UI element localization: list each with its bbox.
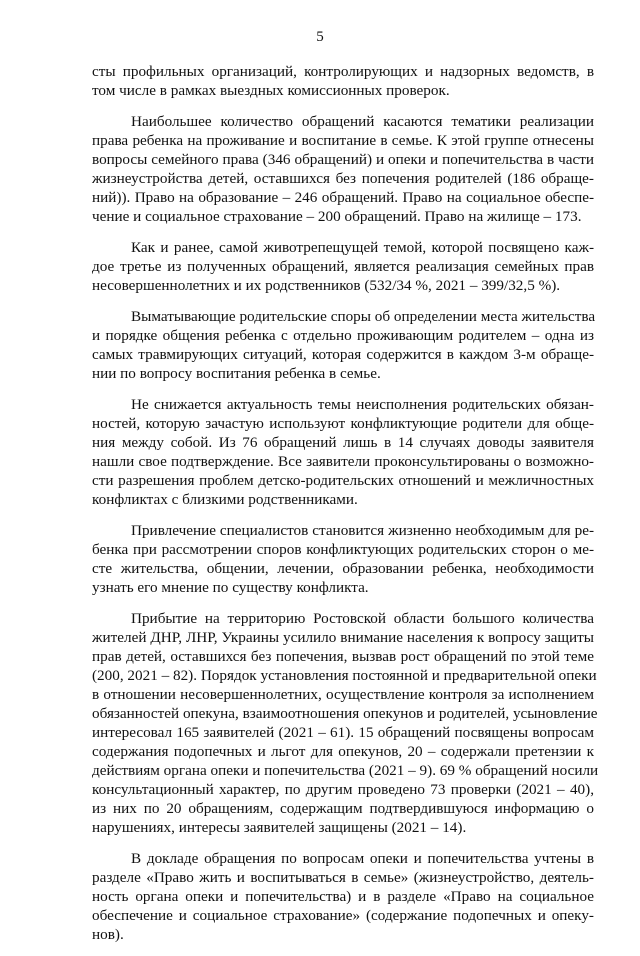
text-line: Не снижается актуальность темы неисполнения родительских обязан- <box>131 396 594 413</box>
text-line: нов). <box>92 926 124 943</box>
text-line: ность органа опеки и попечительства) и в разделе «Право на социальное <box>92 888 594 905</box>
paragraph <box>92 395 594 509</box>
text-line: дое третье из полученных обращений, является реализация семейных прав <box>92 258 594 275</box>
text-line: и порядке общения ребенка с отдельно проживающим родителем – одна из <box>92 327 594 344</box>
body-text <box>92 62 599 956</box>
text-line: обязанностей опекуна, взаимоотношения опекунов и родителей, усыновление <box>92 705 598 722</box>
text-line: интересовал 165 заявителей (2021 – 61). 15 обращений посвящены вопросам <box>92 724 594 741</box>
text-line: вопросы семейного права (346 обращений) и опеки и попечительства в части <box>92 151 594 168</box>
text-line: жителей ДНР, ЛНР, Украины усилило внимание населения к вопросу защиты <box>92 629 594 646</box>
paragraph <box>92 238 594 295</box>
text-line: содержания подопечных и льгот для опекунов, 20 – содержали претензии к <box>92 743 594 760</box>
text-line: том числе в рамках выездных комиссионных проверок. <box>92 82 450 99</box>
text-line: обеспечение и социальное страхование» (содержание подопечных и опеку- <box>92 907 594 924</box>
text-line: В докладе обращения по вопросам опеки и попечительства учтены в <box>131 850 594 867</box>
paragraph <box>92 609 599 837</box>
text-line: в отношении несовершеннолетних, осуществление контроля за исполнением <box>92 686 594 703</box>
text-line: узнать его мнение по существу конфликта. <box>92 579 369 596</box>
text-line: права ребенка на проживание и воспитание в семье. К этой группе отнесены <box>92 132 594 149</box>
paragraph <box>92 849 594 944</box>
text-line: нарушениях, интересы заявителей защищены (2021 – 14). <box>92 819 467 836</box>
text-line: сте жительства, общении, лечении, образовании ребенка, необходимости <box>92 560 594 577</box>
text-line: Прибытие на территорию Ростовской области большого количества <box>131 610 594 627</box>
text-line: бенка при рассмотрении споров конфликтующих родительских сторон о ме- <box>92 541 594 558</box>
text-line: самых травмирующих ситуаций, которая содержится в каждом 3-м обраще- <box>92 346 594 363</box>
text-line: Как и ранее, самой животрепещущей темой, которой посвящено каж- <box>131 239 594 256</box>
page-number: 5 <box>316 29 324 45</box>
text-line: нашли свое подтверждение. Все заявители проконсультированы о возможно- <box>92 453 594 470</box>
text-line: несовершеннолетних и их родственников (532/34 %, 2021 – 399/32,5 %). <box>92 277 561 294</box>
paragraph <box>92 112 594 226</box>
text-line: сти разрешения проблем детско-родительских отношений и межличностных <box>92 472 594 489</box>
paragraph <box>92 307 594 383</box>
text-line: Привлечение специалистов становится жизненно необходимым для ре- <box>131 522 594 539</box>
text-line: нии по вопросу воспитания ребенка в семье. <box>92 365 381 382</box>
text-line: разделе «Право жить и воспитываться в семье» (жизнеустройство, деятель- <box>92 869 594 886</box>
text-line: прав детей, оставшихся без попечения, вызвав рост обращений по этой теме <box>92 648 594 665</box>
text-line: конфликтах с близкими родственниками. <box>92 491 358 508</box>
text-line: ния между собой. Из 76 обращений лишь в 14 случаях доводы заявителя <box>92 434 594 451</box>
text-line: (200, 2021 – 82). Порядок установления постоянной и предварительной опеки <box>92 667 597 684</box>
text-line: консультационный характер, по другим проведено 73 проверки (2021 – 40), <box>92 781 594 798</box>
text-line: из них по 20 обращениям, содержащим подтвердившуюся информацию о <box>92 800 594 817</box>
paragraph <box>92 521 594 597</box>
text-line: Наибольшее количество обращений касаются тематики реализации <box>131 113 594 130</box>
text-line: ностей, которую зачастую используют конфликтующие родители для обще- <box>92 415 594 432</box>
text-line: сты профильных организаций, контролирующих и надзорных ведомств, в <box>92 63 594 80</box>
text-line: жизнеустройства детей, оставшихся без попечения родителей (186 обраще- <box>92 170 594 187</box>
paragraph <box>92 62 594 100</box>
text-line: чение и социальное страхование – 200 обращений. Право на жилище – 173. <box>92 208 582 225</box>
text-line: Выматывающие родительские споры об определении места жительства <box>131 308 596 325</box>
text-line: действиям органа опеки и попечительства (2021 – 9). 69 % обращений носили <box>92 762 599 779</box>
text-line: ний)). Право на образование – 246 обращений. Право на социальное обеспе- <box>92 189 594 206</box>
